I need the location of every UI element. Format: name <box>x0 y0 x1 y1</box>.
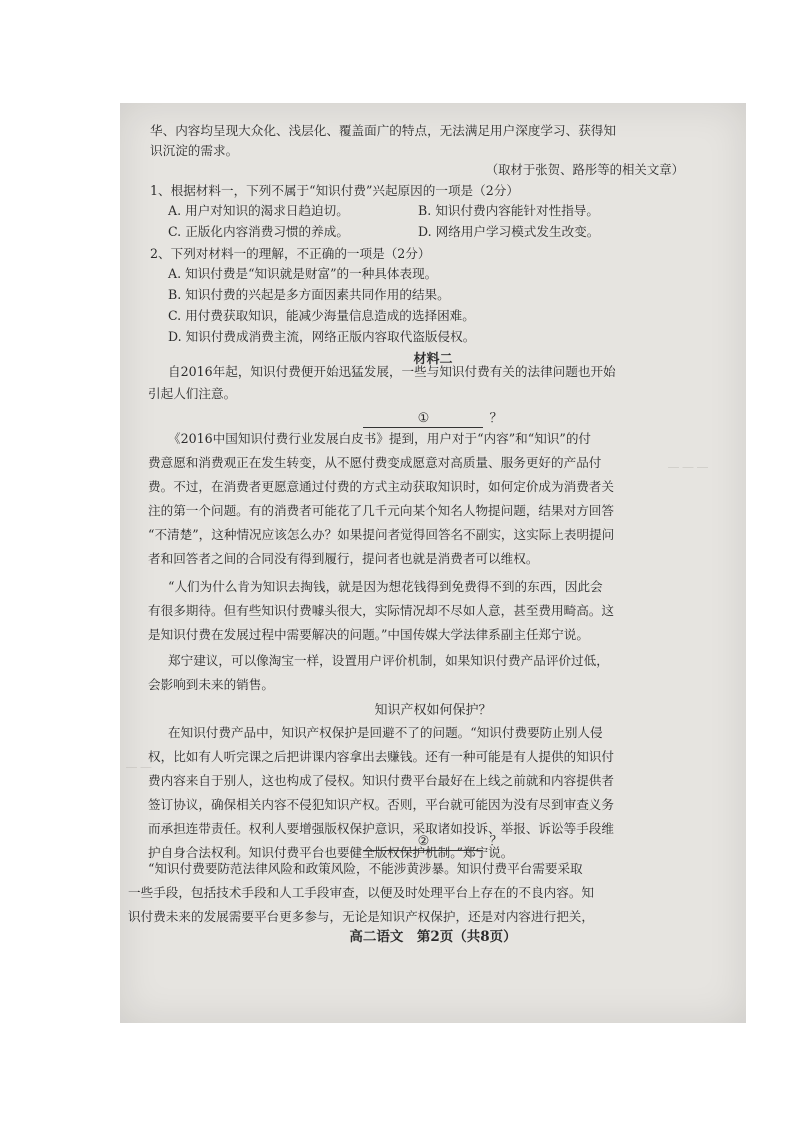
paragraph-6-line-3: 识付费未来的发展需要平台更多参与，无论是知识产权保护，还是对内容进行把关， <box>128 909 594 924</box>
intro-line-1: 华、内容均呈现大众化、浅层化、覆盖面广的特点，无法满足用户深度学习、获得知 <box>150 123 616 138</box>
question-1-stem: 1、根据材料一，下列不属于“知识付费”兴起原因的一项是（2分） <box>150 183 519 198</box>
question-1-option-c: C. 正版化内容消费习惯的养成。 <box>168 224 349 239</box>
paragraph-3-line-2: 有很多期待。但有些知识付费噱头很大，实际情况却不尽如人意，甚至费用畸高。这 <box>148 603 614 618</box>
paragraph-2-line-5: “不清楚”，这种情况应该怎么办？如果提问者觉得回答名不副实，这实际上表明提问 <box>148 527 615 542</box>
bleed-through-mark: ＿ ＿ <box>126 756 152 769</box>
paragraph-2-line-4: 注的第一个问题。有的消费者可能花了几千元向某个知名人物提问题，结果对方回答 <box>148 503 614 518</box>
paragraph-4-line-1: 郑宁建议，可以像淘宝一样，设置用户评价机制，如果知识付费产品评价过低， <box>168 653 609 668</box>
question-2-option-a: A. 知识付费是“知识就是财富”的一种具体表现。 <box>168 266 438 281</box>
blank-2-question-mark: ？ <box>489 834 503 849</box>
blank-1-question-mark: ？ <box>489 411 503 426</box>
question-2-option-d: D. 知识付费成消费主流，网络正版内容取代盗版侵权。 <box>168 329 476 344</box>
intro-line-2: 识沉淀的需求。 <box>150 143 239 158</box>
bleed-through-mark: ＿ ＿ ＿ <box>668 456 708 469</box>
paragraph-2-line-6: 者和回答者之间的合同没有得到履行，提问者也就是消费者可以维权。 <box>148 551 539 566</box>
question-1-option-d: D. 网络用户学习模式发生改变。 <box>418 224 600 239</box>
paragraph-2-line-2: 费意愿和消费观正在发生转变，从不愿付费变成愿意对高质量、服务更好的产品付 <box>148 455 602 470</box>
subheading-ip-protection: 知识产权如何保护？ <box>374 703 492 718</box>
blank-subheading-2 <box>120 832 746 852</box>
paragraph-2-line-1: 《2016中国知识付费行业发展白皮书》提到，用户对于“内容”和“知识”的付 <box>168 431 592 446</box>
question-1-option-b: B. 知识付费内容能针对性指导。 <box>418 203 599 218</box>
paragraph-5-line-6: 护自身合法权利。知识付费平台也要健全版权保护机制。”郑宁说。 <box>148 845 514 860</box>
scanned-page-photo <box>120 103 746 1023</box>
paragraph-3-line-1: “人们为什么肯为知识去掏钱，就是因为想花钱得到免费得不到的东西，因此会 <box>168 579 603 594</box>
blank-2-number: ② <box>363 834 483 851</box>
paragraph-4-line-2: 会影响到未来的销售。 <box>148 677 274 692</box>
paragraph-6-line-1: “知识付费要防范法律风险和政策风险，不能涉黄涉暴。知识付费平台需要采取 <box>148 861 583 876</box>
material-2-title: 材料二 <box>413 352 453 367</box>
paragraph-5-line-4: 签订协议，确保相关内容不侵犯知识产权。否则，平台就可能因为没有尽到审查义务 <box>148 797 614 812</box>
paragraph-5-line-1: 在知识付费产品中，知识产权保护是回避不了的问题。“知识付费要防止别人侵 <box>168 725 603 740</box>
question-2-option-b: B. 知识付费的兴起是多方面因素共同作用的结果。 <box>168 287 450 302</box>
question-1-option-a: A. 用户对知识的渴求日趋迫切。 <box>168 203 349 218</box>
paragraph-5-line-3: 费内容来自于别人，这也构成了侵权。知识付费平台最好在上线之前就和内容提供者 <box>148 773 614 788</box>
paragraph-1-line-2: 引起人们注意。 <box>148 386 237 401</box>
question-2-option-c: C. 用付费获取知识，能减少海量信息造成的选择困难。 <box>168 308 475 323</box>
page-footer: 高二语文 第2页（共8页） <box>349 929 517 945</box>
paragraph-5-line-5: 而承担连带责任。权利人要增强版权保护意识，采取诸如投诉、举报、诉讼等手段维 <box>148 821 614 836</box>
paragraph-3-line-3: 是知识付费在发展过程中需要解决的问题。”中国传媒大学法律系副主任郑宁说。 <box>148 627 589 642</box>
exam-page <box>120 103 746 1023</box>
paragraph-1-line-1: 自2016年起，知识付费便开始迅猛发展，一些与知识付费有关的法律问题也开始 <box>168 364 616 379</box>
paragraph-2-line-3: 费。不过，在消费者更愿意通过付费的方式主动获取知识时，如何定价成为消费者关 <box>148 479 614 494</box>
source-note: （取材于张贺、路彤等的相关文章） <box>485 162 684 177</box>
blank-subheading-1 <box>120 409 746 429</box>
blank-1-number: ① <box>363 411 483 428</box>
paragraph-5-line-2: 权，比如有人听完课之后把讲课内容拿出去赚钱。还有一种可能是有人提供的知识付 <box>148 749 614 764</box>
paragraph-6-line-2: 一些手段，包括技术手段和人工手段审查，以便及时处理平台上存在的不良内容。知 <box>128 885 594 900</box>
question-2-stem: 2、下列对材料一的理解，不正确的一项是（2分） <box>150 246 431 261</box>
